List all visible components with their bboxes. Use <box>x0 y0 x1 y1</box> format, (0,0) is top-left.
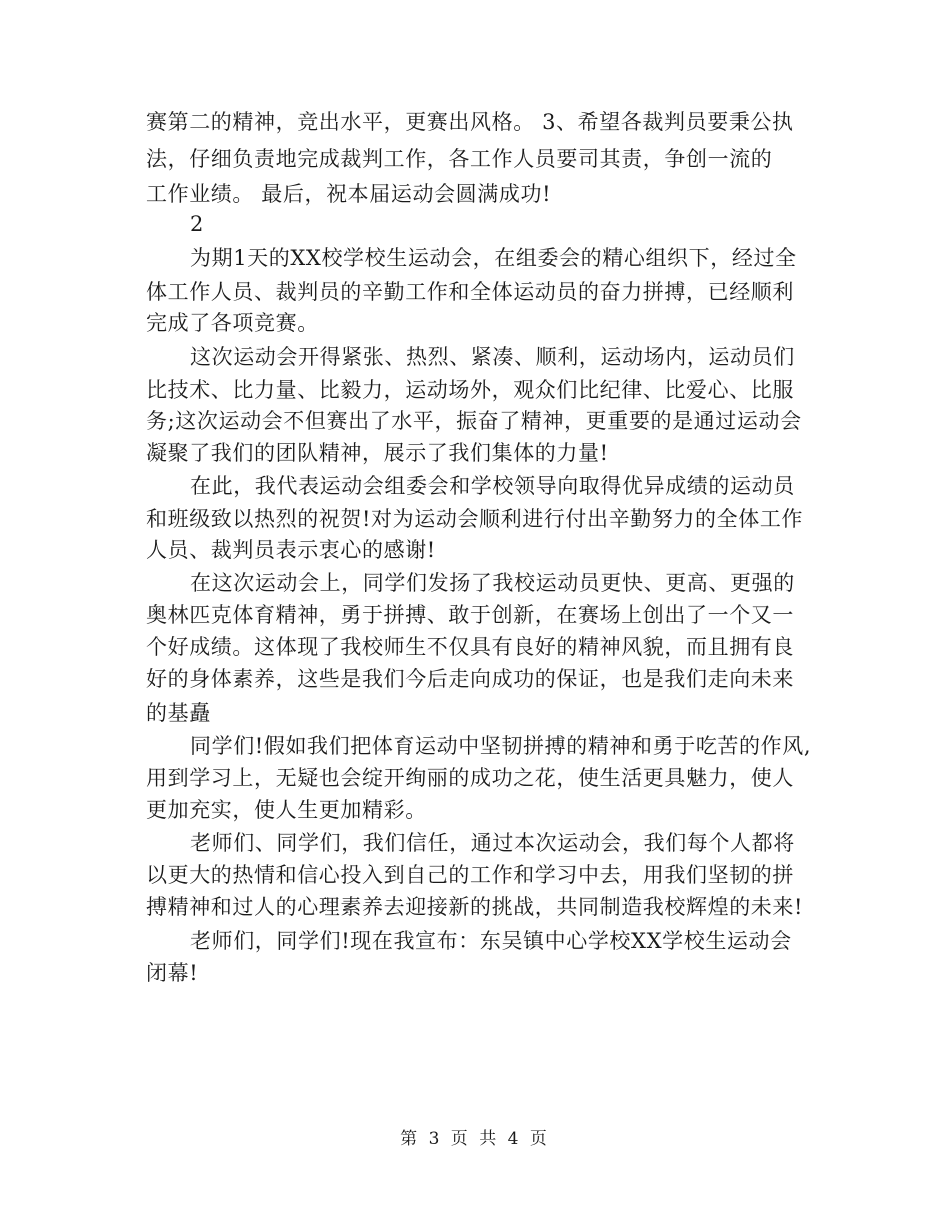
text-line: 为期1天的XX校学校生运动会，在组委会的精心组织下，经过全 <box>190 246 797 270</box>
text-line: 个好成绩。这体现了我校师生不仅具有良好的精神风貌，而且拥有良 <box>146 635 794 659</box>
text-line: 老师们、同学们，我们信任，通过本次运动会，我们每个人都将 <box>190 831 795 855</box>
text-line: 的基矗 <box>146 701 211 725</box>
text-line: 搏精神和过人的心理素养去迎接新的挑战，共同制造我校辉煌的未来! <box>146 895 804 919</box>
text-line: 凝聚了我们的团队精神，展示了我们集体的力量! <box>146 441 609 465</box>
text-line: 奥林匹克体育精神，勇于拼搏、敢于创新，在赛场上创出了一个又一 <box>146 603 794 627</box>
text-line: 好的身体素养，这些是我们今后走向成功的保证，也是我们走向未来 <box>146 667 794 691</box>
text-line: 法，仔细负责地完成裁判工作，各工作人员要司其责，争创一流的 <box>146 147 773 171</box>
section-number: 2 <box>190 212 204 236</box>
text-line: 在这次运动会上，同学们发扬了我校运动员更快、更高、更强的 <box>190 571 795 595</box>
text-line: 同学们!假如我们把体育运动中坚韧拼搏的精神和勇于吃苦的作风, <box>190 734 812 758</box>
page-footer: 第 3 页 共 4 页 <box>400 1129 550 1149</box>
text-line: 体工作人员、裁判员的辛勤工作和全体运动员的奋力拼搏，已经顺利 <box>146 280 794 304</box>
text-line: 工作业绩。 最后，祝本届运动会圆满成功! <box>146 182 552 206</box>
text-line: 人员、裁判员表示衷心的感谢! <box>146 538 436 562</box>
text-line: 老师们，同学们!现在我宣布：东吴镇中心学校XX学校生运动会 <box>190 929 792 953</box>
text-line: 用到学习上，无疑也会绽开绚丽的成功之花，使生活更具魅力，使人 <box>146 766 794 790</box>
text-line: 赛第二的精神，竞出水平，更赛出风格。 3、希望各裁判员要秉公执 <box>146 110 794 134</box>
text-line: 更加充实，使人生更加精彩。 <box>146 798 427 822</box>
text-line: 以更大的热情和信心投入到自己的工作和学习中去，用我们坚韧的拼 <box>146 863 794 887</box>
text-line: 比技术、比力量、比毅力，运动场外，观众们比纪律、比爱心、比服 <box>146 378 794 402</box>
text-line: 完成了各项竞赛。 <box>146 311 319 335</box>
text-line: 和班级致以热烈的祝贺!对为运动会顺利进行付出辛勤努力的全体工作 <box>146 507 804 531</box>
text-line: 务;这次运动会不但赛出了水平，振奋了精神，更重要的是通过运动会 <box>146 409 802 433</box>
text-line: 这次运动会开得紧张、热烈、紧凑、顺利，运动场内，运动员们 <box>190 345 795 369</box>
text-line: 在此，我代表运动会组委会和学校领导向取得优异成绩的运动员 <box>190 474 795 498</box>
text-line: 闭幕! <box>146 961 199 985</box>
